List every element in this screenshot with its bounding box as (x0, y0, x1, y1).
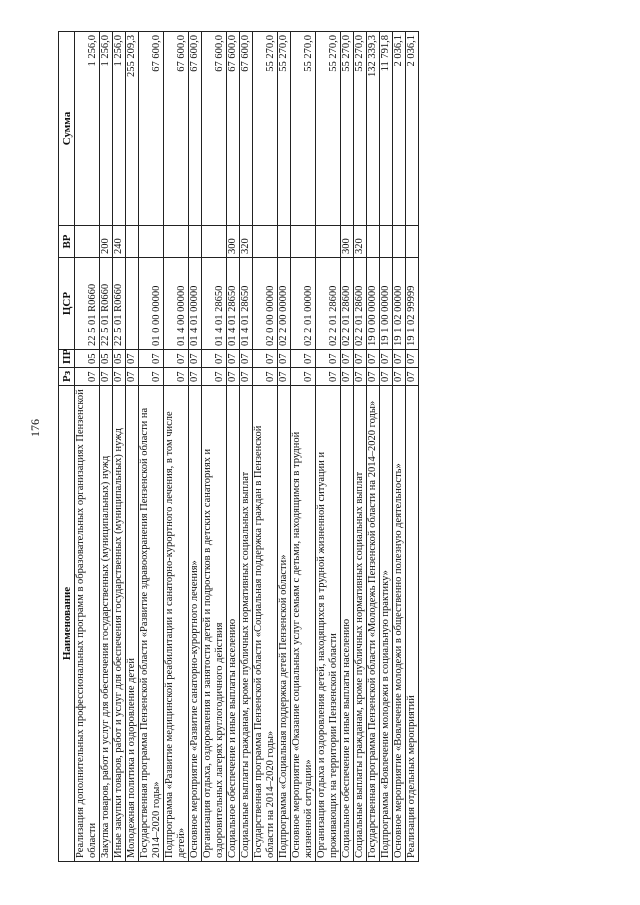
table-row (406, 32, 419, 862)
row-vr-cell (202, 226, 227, 258)
row-vr-cell (253, 226, 278, 258)
row-rz-cell: 07 (380, 368, 393, 386)
row-vr-cell: 200 (100, 226, 113, 258)
row-pr-cell: 07 (202, 350, 227, 368)
row-csr-cell: 19 1 02 99999 (406, 258, 419, 350)
header-csr: ЦСР (59, 258, 75, 350)
header-pr: ПР (59, 350, 75, 368)
row-sum-cell: 1 256,0 (100, 32, 113, 226)
row-rz-cell: 07 (367, 368, 380, 386)
row-name-cell: Молодежная политика и оздоровление детей (126, 386, 139, 862)
row-vr-cell: 320 (240, 226, 253, 258)
row-csr-cell: 02 2 01 28600 (354, 258, 367, 350)
row-name-cell: Организация отдыха, оздоровления и занятости детей и подростков в детских санаториях и оздоровительных лагерях круглогодичного действия (202, 386, 227, 862)
row-name-cell: Социальное обеспечение и иные выплаты населению (341, 386, 354, 862)
row-name-cell: Подпрограмма «Развитие медицинской реабилитации и санаторно-курортного лечения, в том числе детей» (164, 386, 189, 862)
row-sum-cell: 55 270,0 (354, 32, 367, 226)
row-sum-cell: 67 600,0 (164, 32, 189, 226)
header-sum: Сумма (59, 32, 75, 226)
row-name-cell: Социальные выплаты гражданам, кроме публичных нормативных социальных выплат (354, 386, 367, 862)
row-pr-cell: 05 (100, 350, 113, 368)
table-body (75, 32, 419, 862)
header-name: Наименование (59, 386, 75, 862)
table-row (202, 32, 227, 862)
row-rz-cell: 07 (278, 368, 291, 386)
row-sum-cell: 255 209,3 (126, 32, 139, 226)
row-vr-cell (164, 226, 189, 258)
row-name-cell: Основное мероприятие «Оказание социальных услуг семьям с детьми, находящимся в трудной жизненной ситуации» (291, 386, 316, 862)
row-name-cell: Основное мероприятие «Развитие санаторно-курортного лечения» (189, 386, 202, 862)
row-sum-cell: 55 270,0 (253, 32, 278, 226)
row-name-cell: Государственная программа Пензенской области «Социальная поддержка граждан в Пензенской области на 2014–2020 годы» (253, 386, 278, 862)
row-rz-cell: 07 (354, 368, 367, 386)
row-csr-cell: 01 0 00 00000 (139, 258, 164, 350)
row-vr-cell (316, 226, 341, 258)
table-row (316, 32, 341, 862)
table-row (189, 32, 202, 862)
row-vr-cell (291, 226, 316, 258)
row-csr-cell: 01 4 00 00000 (164, 258, 189, 350)
table-row (393, 32, 406, 862)
row-pr-cell: 07 (126, 350, 139, 368)
table-row (164, 32, 189, 862)
page-number: 176 (28, 419, 42, 437)
budget-table (58, 31, 419, 862)
row-csr-cell: 22 5 01 R0660 (100, 258, 113, 350)
row-vr-cell: 320 (354, 226, 367, 258)
row-csr-cell: 19 1 00 00000 (380, 258, 393, 350)
table-header-row (59, 32, 75, 862)
row-rz-cell: 07 (126, 368, 139, 386)
row-csr-cell (126, 258, 139, 350)
table-row (354, 32, 367, 862)
row-rz-cell: 07 (341, 368, 354, 386)
row-rz-cell: 07 (253, 368, 278, 386)
row-pr-cell: 07 (380, 350, 393, 368)
row-csr-cell: 19 0 00 00000 (367, 258, 380, 350)
row-sum-cell: 2 036,1 (406, 32, 419, 226)
table-row (139, 32, 164, 862)
row-pr-cell: 07 (253, 350, 278, 368)
row-pr-cell: 07 (393, 350, 406, 368)
row-sum-cell: 67 600,0 (139, 32, 164, 226)
row-csr-cell: 01 4 01 00000 (189, 258, 202, 350)
row-pr-cell: 07 (291, 350, 316, 368)
row-sum-cell: 55 270,0 (291, 32, 316, 226)
row-name-cell: Иные закупки товаров, работ и услуг для обеспечения государственных (муниципальных) нужд (113, 386, 126, 862)
row-vr-cell (367, 226, 380, 258)
row-name-cell: Реализация отдельных мероприятий (406, 386, 419, 862)
row-rz-cell: 07 (189, 368, 202, 386)
row-pr-cell: 07 (227, 350, 240, 368)
table-row (278, 32, 291, 862)
row-rz-cell: 07 (164, 368, 189, 386)
table-row (227, 32, 240, 862)
row-csr-cell: 02 2 01 28600 (316, 258, 341, 350)
row-csr-cell: 02 2 00 00000 (278, 258, 291, 350)
row-sum-cell: 11 791,8 (380, 32, 393, 226)
row-vr-cell: 240 (113, 226, 126, 258)
table-row (341, 32, 354, 862)
row-csr-cell: 01 4 01 28650 (227, 258, 240, 350)
row-vr-cell: 300 (341, 226, 354, 258)
row-pr-cell: 07 (341, 350, 354, 368)
row-pr-cell: 07 (367, 350, 380, 368)
row-name-cell: Подпрограмма «Вовлечение молодежи в социальную практику» (380, 386, 393, 862)
row-sum-cell: 67 600,0 (202, 32, 227, 226)
row-csr-cell: 22 5 01 R0660 (75, 258, 100, 350)
row-sum-cell: 55 270,0 (316, 32, 341, 226)
header-rz: Рз (59, 368, 75, 386)
row-csr-cell: 19 1 02 00000 (393, 258, 406, 350)
row-sum-cell: 1 256,0 (75, 32, 100, 226)
row-rz-cell: 07 (393, 368, 406, 386)
row-name-cell: Социальные выплаты гражданам, кроме публичных нормативных социальных выплат (240, 386, 253, 862)
table-row (291, 32, 316, 862)
table-row (367, 32, 380, 862)
row-pr-cell: 07 (316, 350, 341, 368)
row-sum-cell: 67 600,0 (240, 32, 253, 226)
row-sum-cell: 67 600,0 (227, 32, 240, 226)
row-pr-cell: 07 (189, 350, 202, 368)
row-name-cell: Подпрограмма «Социальная поддержка детей Пензенской области» (278, 386, 291, 862)
row-csr-cell: 01 4 01 28650 (202, 258, 227, 350)
row-vr-cell (278, 226, 291, 258)
row-name-cell: Социальное обеспечение и иные выплаты населению (227, 386, 240, 862)
row-sum-cell: 55 270,0 (341, 32, 354, 226)
row-csr-cell: 02 2 01 28600 (341, 258, 354, 350)
row-rz-cell: 07 (139, 368, 164, 386)
row-sum-cell: 132 339,3 (367, 32, 380, 226)
row-name-cell: Организация отдыха и оздоровления детей, находящихся в трудной жизненной ситуации и проживающих на территории Пензенской области (316, 386, 341, 862)
row-name-cell: Государственная программа Пензенской области «Развитие здравоохранения Пензенской области на 2014–2020 годы» (139, 386, 164, 862)
header-vr: ВР (59, 226, 75, 258)
row-name-cell: Реализация дополнительных профессиональных программ в образовательных организациях Пензенской области (75, 386, 100, 862)
row-sum-cell: 2 036,1 (393, 32, 406, 226)
row-pr-cell: 05 (75, 350, 100, 368)
row-csr-cell: 01 4 01 28650 (240, 258, 253, 350)
row-name-cell: Закупка товаров, работ и услуг для обеспечения государственных (муниципальных) нужд (100, 386, 113, 862)
row-sum-cell: 55 270,0 (278, 32, 291, 226)
row-pr-cell: 07 (278, 350, 291, 368)
table-row (126, 32, 139, 862)
row-rz-cell: 07 (240, 368, 253, 386)
table-row (253, 32, 278, 862)
row-pr-cell: 07 (354, 350, 367, 368)
table-row (113, 32, 126, 862)
row-rz-cell: 07 (202, 368, 227, 386)
row-name-cell: Государственная программа Пензенской области «Молодежь Пензенской области на 2014–2020 годы» (367, 386, 380, 862)
row-vr-cell (406, 226, 419, 258)
row-pr-cell: 07 (406, 350, 419, 368)
row-pr-cell: 05 (113, 350, 126, 368)
row-vr-cell (126, 226, 139, 258)
row-vr-cell (75, 226, 100, 258)
row-vr-cell (380, 226, 393, 258)
table-row (380, 32, 393, 862)
row-csr-cell: 02 0 00 00000 (253, 258, 278, 350)
table-row (75, 32, 100, 862)
row-pr-cell: 07 (240, 350, 253, 368)
row-csr-cell: 02 2 01 00000 (291, 258, 316, 350)
row-vr-cell (189, 226, 202, 258)
row-pr-cell: 07 (164, 350, 189, 368)
rotated-table-container (58, 32, 419, 862)
row-rz-cell: 07 (406, 368, 419, 386)
row-name-cell: Основное мероприятие «Вовлечение молодежи в общественно полезную деятельность» (393, 386, 406, 862)
row-sum-cell: 1 256,0 (113, 32, 126, 226)
row-vr-cell (393, 226, 406, 258)
row-pr-cell: 07 (139, 350, 164, 368)
row-rz-cell: 07 (291, 368, 316, 386)
table-row (100, 32, 113, 862)
row-rz-cell: 07 (227, 368, 240, 386)
row-sum-cell: 67 600,0 (189, 32, 202, 226)
row-rz-cell: 07 (100, 368, 113, 386)
table-row (240, 32, 253, 862)
row-csr-cell: 22 5 01 R0660 (113, 258, 126, 350)
row-vr-cell: 300 (227, 226, 240, 258)
row-rz-cell: 07 (75, 368, 100, 386)
row-rz-cell: 07 (316, 368, 341, 386)
row-vr-cell (139, 226, 164, 258)
row-rz-cell: 07 (113, 368, 126, 386)
